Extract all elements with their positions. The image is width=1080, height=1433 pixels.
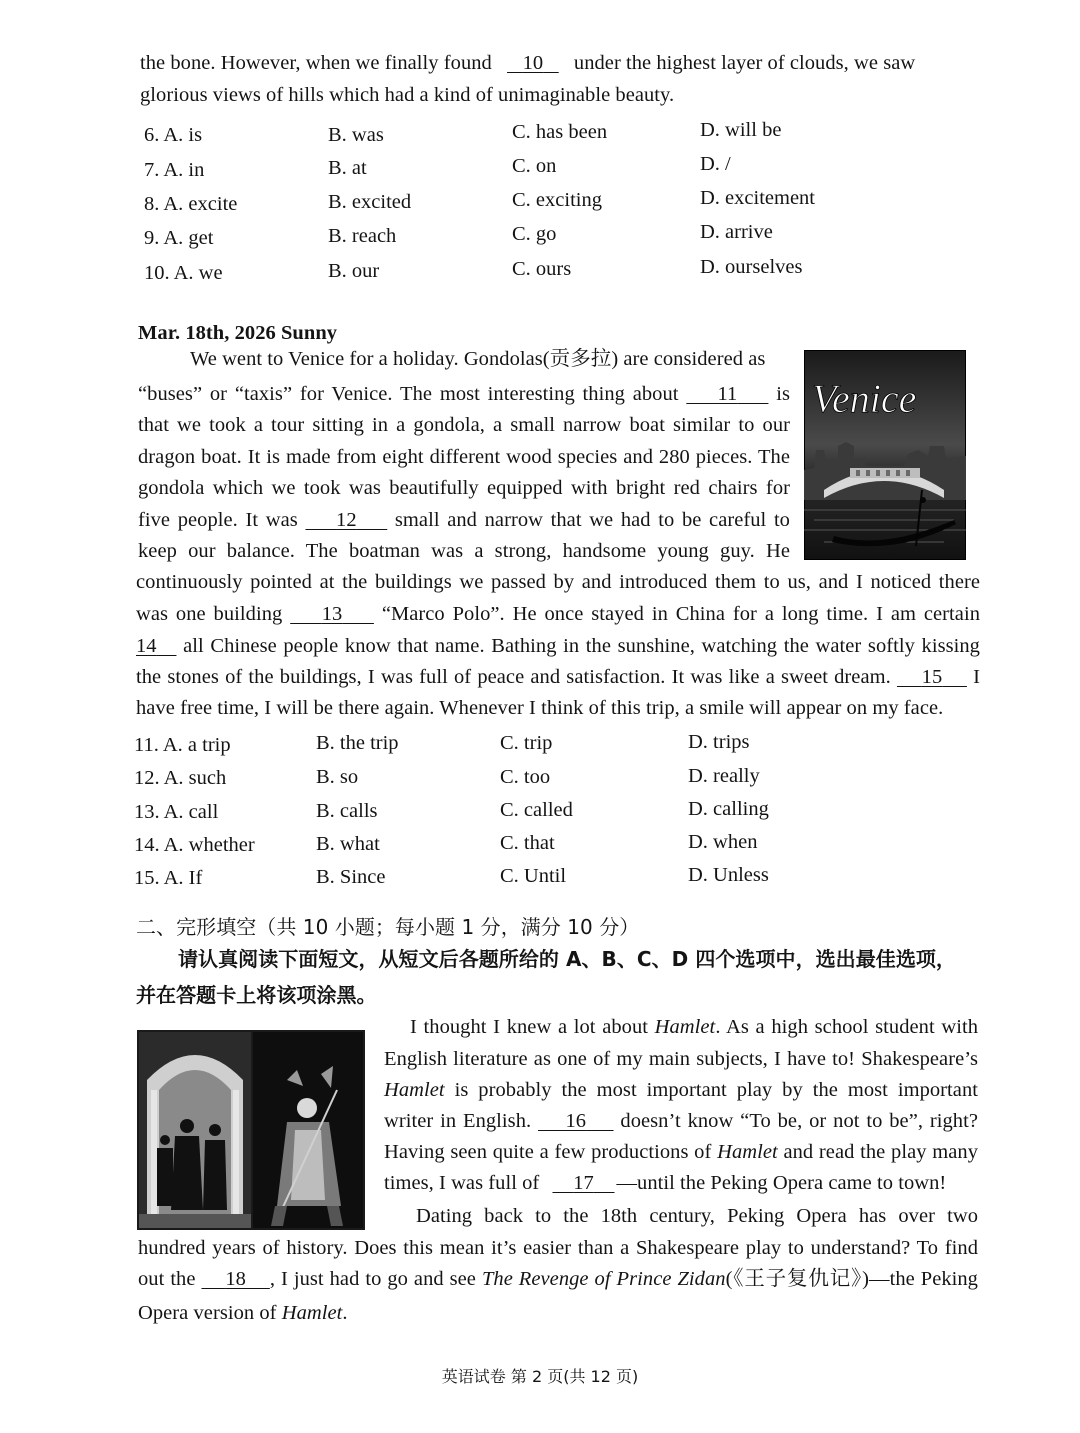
blank-13 — [290, 603, 374, 625]
question-6-c: C. has been — [512, 121, 608, 143]
blank-14 — [136, 635, 176, 657]
question-8-c: C. exciting — [512, 189, 602, 211]
question-8-a: 8. A. excite — [144, 193, 238, 215]
blank-number: 15 — [921, 666, 943, 688]
question-8-b: B. excited — [328, 191, 412, 213]
hamlet-line — [384, 1168, 946, 1198]
text-segment: “Marco Polo”. He once stayed in China for a long time. I am certain — [381, 603, 980, 625]
text-segment: “buses” or “taxis” for Venice. The most interesting thing about — [138, 383, 679, 405]
text-segment: and read the play many — [777, 1141, 978, 1163]
question-7-d: D. / — [700, 153, 731, 175]
question-14-c: C. that — [500, 832, 555, 854]
blank-17 — [552, 1172, 614, 1194]
diary-line: gondola which we took was beautifully equipped with bright red chairs for — [138, 477, 790, 499]
diary-line — [138, 379, 790, 409]
venice-image — [804, 350, 966, 560]
question-14-a: 14. A. whether — [134, 834, 255, 856]
blank-number: 17 — [573, 1172, 594, 1194]
question-15-a: 15. A. If — [134, 867, 203, 889]
question-9-d: D. arrive — [700, 221, 773, 243]
hamlet-line — [138, 1298, 348, 1328]
hamlet-line: English literature as one of my main subjects, I have to! Shakespeare’s — [384, 1048, 978, 1070]
blank-number: 11 — [717, 383, 738, 405]
question-15-b: B. Since — [316, 866, 386, 888]
blank-number: 12 — [336, 509, 357, 531]
text-segment: is — [776, 383, 791, 405]
hamlet-image — [137, 1030, 365, 1230]
text-segment: (《王子复仇记》)—the Peking — [725, 1268, 978, 1290]
text-segment: , I just had to go and see — [269, 1268, 482, 1290]
text-segment: five people. It was — [138, 509, 298, 531]
text-segment: all Chinese people know that name. Bathing in the sunshine, watching the water softly kissing — [183, 635, 980, 657]
venice-image-title: Venice — [812, 376, 917, 421]
diary-line — [136, 599, 980, 629]
text-segment: doesn’t know “To be, or not to be”, right? — [620, 1110, 979, 1132]
question-13-b: B. calls — [316, 800, 378, 822]
hamlet-line: Dating back to the 18th century, Peking Opera has over two — [416, 1205, 978, 1227]
italic-title: The Revenge of Prince Zidan — [481, 1268, 726, 1290]
blank-number: 13 — [321, 603, 343, 625]
question-11-b: B. the trip — [316, 732, 399, 754]
question-13-c: C. called — [500, 799, 573, 821]
text-segment: Opera version of — [138, 1302, 282, 1324]
hamlet-line — [384, 1106, 978, 1136]
hamlet-line — [138, 1264, 978, 1294]
diary-date: Mar. 18th, 2026 Sunny — [138, 322, 338, 344]
question-11-a: 11. A. a trip — [134, 734, 231, 756]
blank-10 — [507, 52, 559, 74]
diary-line: continuously pointed at the buildings we passed by and introduced them to us, and I noticed there — [136, 571, 980, 593]
text-segment: Having seen quite a few productions of — [384, 1141, 718, 1163]
question-7-a: 7. A. in — [144, 159, 205, 181]
question-6-a: 6. A. is — [144, 124, 203, 146]
question-14-b: B. what — [316, 833, 380, 855]
question-15-d: D. Unless — [688, 864, 769, 886]
question-12-d: D. really — [688, 765, 760, 787]
question-7-b: B. at — [328, 157, 367, 179]
hamlet-line — [384, 1137, 978, 1167]
diary-line — [136, 662, 980, 692]
text-segment: small and narrow that we had to be careful to — [394, 509, 790, 531]
hamlet-line: hundred years of history. Does this mean it’s easier than a Shakespeare play to understand? To find — [138, 1237, 978, 1259]
question-10-b: B. our — [328, 260, 380, 282]
blank-number: 14 — [136, 635, 157, 657]
diary-line: have free time, I will be there again. Whenever I think of this trip, a smile will appear on my face. — [136, 697, 944, 719]
question-9-a: 9. A. get — [144, 227, 214, 249]
question-12-b: B. so — [316, 766, 359, 788]
question-7-c: C. on — [512, 155, 557, 177]
blank-number: 10 — [522, 52, 544, 74]
question-13-d: D. calling — [688, 798, 769, 820]
text-segment: was one building — [136, 603, 283, 625]
question-14-d: D. when — [688, 831, 758, 853]
blank-15 — [897, 666, 967, 688]
passage-line — [140, 48, 915, 78]
text-segment: I — [973, 666, 980, 688]
question-11-c: C. trip — [500, 732, 553, 754]
question-13-a: 13. A. call — [134, 801, 219, 823]
blank-number: 16 — [565, 1110, 587, 1132]
section-instruction: 并在答题卡上将该项涂黑。 — [136, 983, 377, 1007]
section-title: 二、完形填空（共 10 小题；每小题 1 分，满分 10 分） — [136, 915, 640, 939]
question-11-d: D. trips — [688, 731, 750, 753]
diary-line — [136, 631, 980, 661]
text-segment: the stones of the buildings, I was full of peace and satisfaction. It was like a sweet dream. — [136, 666, 891, 688]
blank-number: 18 — [225, 1268, 246, 1290]
diary-line: We went to Venice for a holiday. Gondolas(贡多拉) are considered as — [190, 348, 766, 370]
diary-line: dragon boat. It is made from eight different wood species and 280 pieces. The — [138, 446, 790, 468]
blank-16 — [538, 1110, 613, 1132]
question-10-d: D. ourselves — [700, 256, 803, 278]
question-12-a: 12. A. such — [134, 767, 227, 789]
question-10-c: C. ours — [512, 258, 572, 280]
text-segment: out the — [138, 1268, 196, 1290]
text-segment: —until the Peking Opera came to town! — [616, 1172, 947, 1194]
blank-11 — [686, 383, 768, 405]
passage-line: glorious views of hills which had a kind of unimaginable beauty. — [140, 84, 675, 106]
italic-title: Hamlet — [654, 1016, 716, 1038]
diary-line: keep our balance. The boatman was a strong, handsome young guy. He — [138, 540, 790, 562]
question-15-c: C. Until — [500, 865, 567, 887]
text-segment: the bone. However, when we finally found — [140, 52, 492, 74]
question-6-b: B. was — [328, 124, 384, 146]
italic-title: Hamlet — [281, 1302, 343, 1324]
text-segment: . — [342, 1302, 348, 1324]
hamlet-line — [410, 1012, 978, 1042]
question-12-c: C. too — [500, 766, 551, 788]
text-segment: . As a high school student with — [715, 1016, 978, 1038]
hamlet-line — [384, 1075, 978, 1105]
diary-line — [138, 505, 790, 535]
text-segment: is probably the most important play by the most important — [444, 1079, 978, 1101]
text-segment: writer in English. — [384, 1110, 532, 1132]
question-9-c: C. go — [512, 223, 557, 245]
page-footer: 英语试卷 第 2 页(共 12 页) — [441, 1367, 639, 1386]
blank-12 — [305, 509, 387, 531]
italic-title: Hamlet — [384, 1079, 445, 1101]
question-9-b: B. reach — [328, 225, 397, 247]
diary-line: that we took a tour sitting in a gondola, a small narrow boat similar to our — [138, 414, 790, 436]
italic-title: Hamlet — [717, 1141, 778, 1163]
question-8-d: D. excitement — [700, 187, 815, 209]
text-segment: I thought I knew a lot about — [410, 1016, 655, 1038]
section-instruction: 请认真阅读下面短文，从短文后各题所给的 A、B、C、D 四个选项中，选出最佳选项， — [178, 947, 956, 971]
question-6-d: D. will be — [700, 119, 782, 141]
blank-18 — [201, 1268, 269, 1290]
text-segment: times, I was full of — [384, 1172, 540, 1194]
question-10-a: 10. A. we — [144, 262, 223, 284]
text-segment: under the highest layer of clouds, we saw — [573, 52, 916, 74]
